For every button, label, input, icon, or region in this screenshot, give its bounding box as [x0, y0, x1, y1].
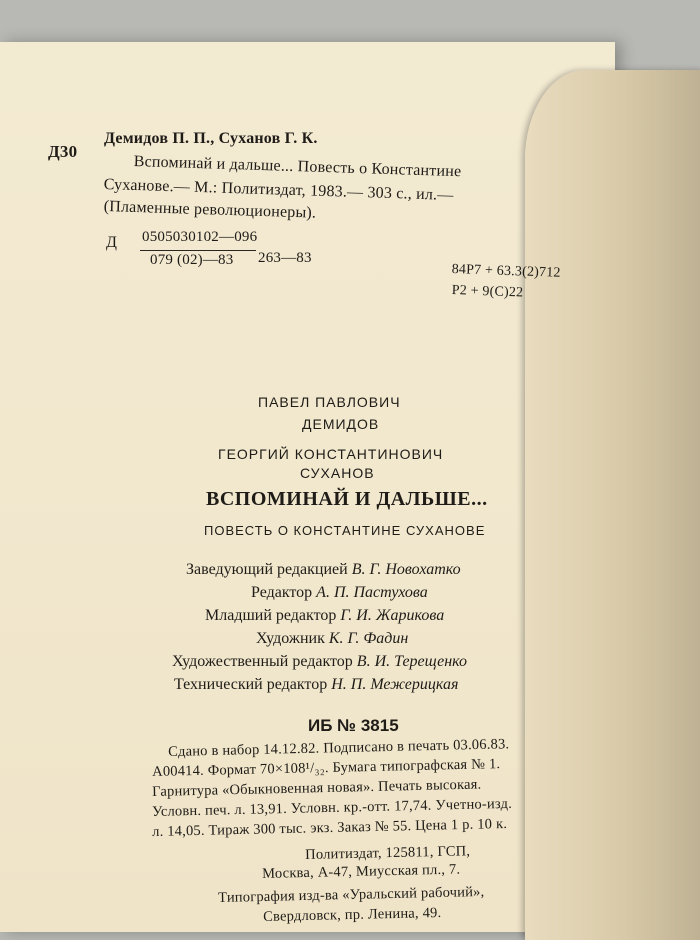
catalog-desc-line3: (Пламенные революционеры). [103, 198, 317, 222]
credit-role: Художник [256, 630, 325, 647]
fraction-top: 0505030102—096 [142, 229, 258, 245]
author1-name: ПАВЕЛ ПАВЛОВИЧ [258, 394, 401, 410]
subtitle: ПОВЕСТЬ О КОНСТАНТИНЕ СУХАНОВЕ [204, 523, 486, 538]
credit-row [172, 653, 467, 671]
credit-role: Редактор [251, 584, 313, 601]
catalog-authors: Демидов П. П., Суханов Г. К. [104, 130, 318, 147]
credit-name: Н. П. Межерицкая [331, 676, 459, 693]
imprint-line: Гарнитура «Обыкновенная новая». Печать высокая. [152, 776, 482, 800]
fraction-suffix: 263—83 [258, 250, 312, 266]
catalog-desc-line1: Вспоминай и дальше... Повесть о Константине [133, 153, 462, 181]
credit-name: В. И. Терещенко [356, 653, 468, 670]
credit-name: А. П. Пастухова [316, 584, 428, 601]
imprint-line: Условн. печ. л. 13,91. Условн. кр.-отт. 17,74. Учетно-изд. [152, 795, 513, 820]
credit-role: Младший редактор [205, 607, 337, 624]
imprint-line: л. 14,05. Тираж 300 тыс. экз. Заказ № 55. Цена 1 р. 10 к. [152, 815, 508, 840]
author1-surname: ДЕМИДОВ [302, 416, 380, 432]
author2-surname: СУХАНОВ [300, 465, 375, 481]
credit-role: Технический редактор [174, 676, 328, 693]
index-code: Д30 [48, 142, 78, 161]
printer-line1: Типография изд-ва «Уральский рабочий», [218, 883, 485, 906]
credit-row [186, 561, 461, 579]
ib-number: ИБ № 3815 [308, 716, 399, 735]
credit-name: Г. И. Жарикова [340, 607, 445, 624]
publisher-line1: Политиздат, 125811, ГСП, [305, 843, 471, 863]
credit-row [205, 607, 444, 625]
credit-row [174, 676, 458, 694]
author2-name: ГЕОРГИЙ КОНСТАНТИНОВИЧ [218, 446, 444, 462]
credit-role: Заведующий редакцией [186, 561, 348, 578]
bbk-line2: Р2 + 9(С)22 [451, 283, 524, 301]
bbk-line1: 84Р7 + 63.3(2)712 [451, 262, 561, 281]
credit-row [251, 584, 428, 602]
book-title: ВСПОМИНАЙ И ДАЛЬШЕ... [206, 488, 488, 510]
fraction-bottom: 079 (02)—83 [150, 252, 234, 268]
credit-role: Художественный редактор [172, 653, 353, 670]
credit-row [256, 630, 408, 648]
credit-name: К. Г. Фадин [328, 630, 409, 647]
imprint-line: Сдано в набор 14.12.82. Подписано в печать 03.06.83. [168, 736, 510, 760]
imprint-line: А00414. Формат 70×108¹/₃₂. Бумага типографская № 1. [152, 756, 501, 780]
fraction-d-letter: Д [106, 234, 118, 251]
credit-name: В. Г. Новохатко [351, 561, 461, 578]
printer-line2: Свердловск, пр. Ленина, 49. [263, 904, 442, 925]
fraction-line [140, 250, 256, 251]
publisher-line2: Москва, А-47, Миусская пл., 7. [262, 861, 461, 882]
catalog-desc-line2: Суханове.— М.: Политиздат, 1983.— 303 с., ил.— [103, 176, 454, 204]
page-curl-right [525, 70, 700, 940]
